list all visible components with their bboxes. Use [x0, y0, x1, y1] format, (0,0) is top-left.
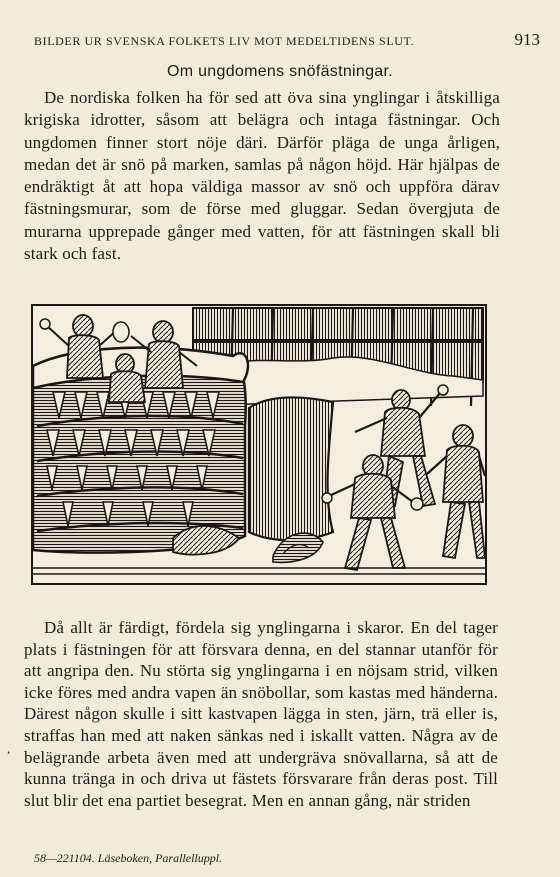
running-head-title: BILDER UR SVENSKA FOLKETS LIV MOT MEDELTIDENS SLUT. — [34, 34, 415, 48]
margin-mark: , — [7, 741, 11, 756]
woodcut-illustration — [31, 304, 487, 585]
paragraph-2: Då allt är färdigt, fördela sig ynglingarna i skaror. En del tager plats i fästningen för att försvara denna, en del stannar utanför för att angripa den. Nu störta sig ynglingarna i en nöjsam strid, vilken icke föres med andra vapen än snöbollar, som kastas med händerna. Därest någon skulle i sitt kastvapen lägga in sten, järn, trä eller is, straffas han med att naken sänkas ned i iskallt vatten. Några av de belägrande arbeta även med att undergräva snövallarna, så att de kunna tränga in och driva ut fästets försvarare från deras post. Till slut blir det ena partiet besegrat. Men en annan gång, när striden — [24, 618, 498, 810]
printer-signature: 58—221104. Läseboken, Parallelluppl. — [34, 851, 223, 865]
section-title: Om ungdomens snöfästningar. — [166, 63, 393, 80]
running-head — [34, 30, 540, 50]
paragraph-1: De nordiska folken ha för sed att öva sina ynglingar i åtskilliga krigiska idrotter, såsom att belägra och intaga fästningar. Och ungdomen finner stort nöje däri. Därför pläga de unga årligen, medan det är snö på marken, samlas på någon höjd. Här hjälpas de endräktigt åt att hopa väldiga massor av snö och uppföra därav fästningsmurar, som de förse med gluggar. Sedan övergjuta de murarna upprepade gånger med vatten, för att fästningen skall bli stark och fast. — [24, 88, 500, 264]
page-number: 913 — [514, 30, 540, 49]
